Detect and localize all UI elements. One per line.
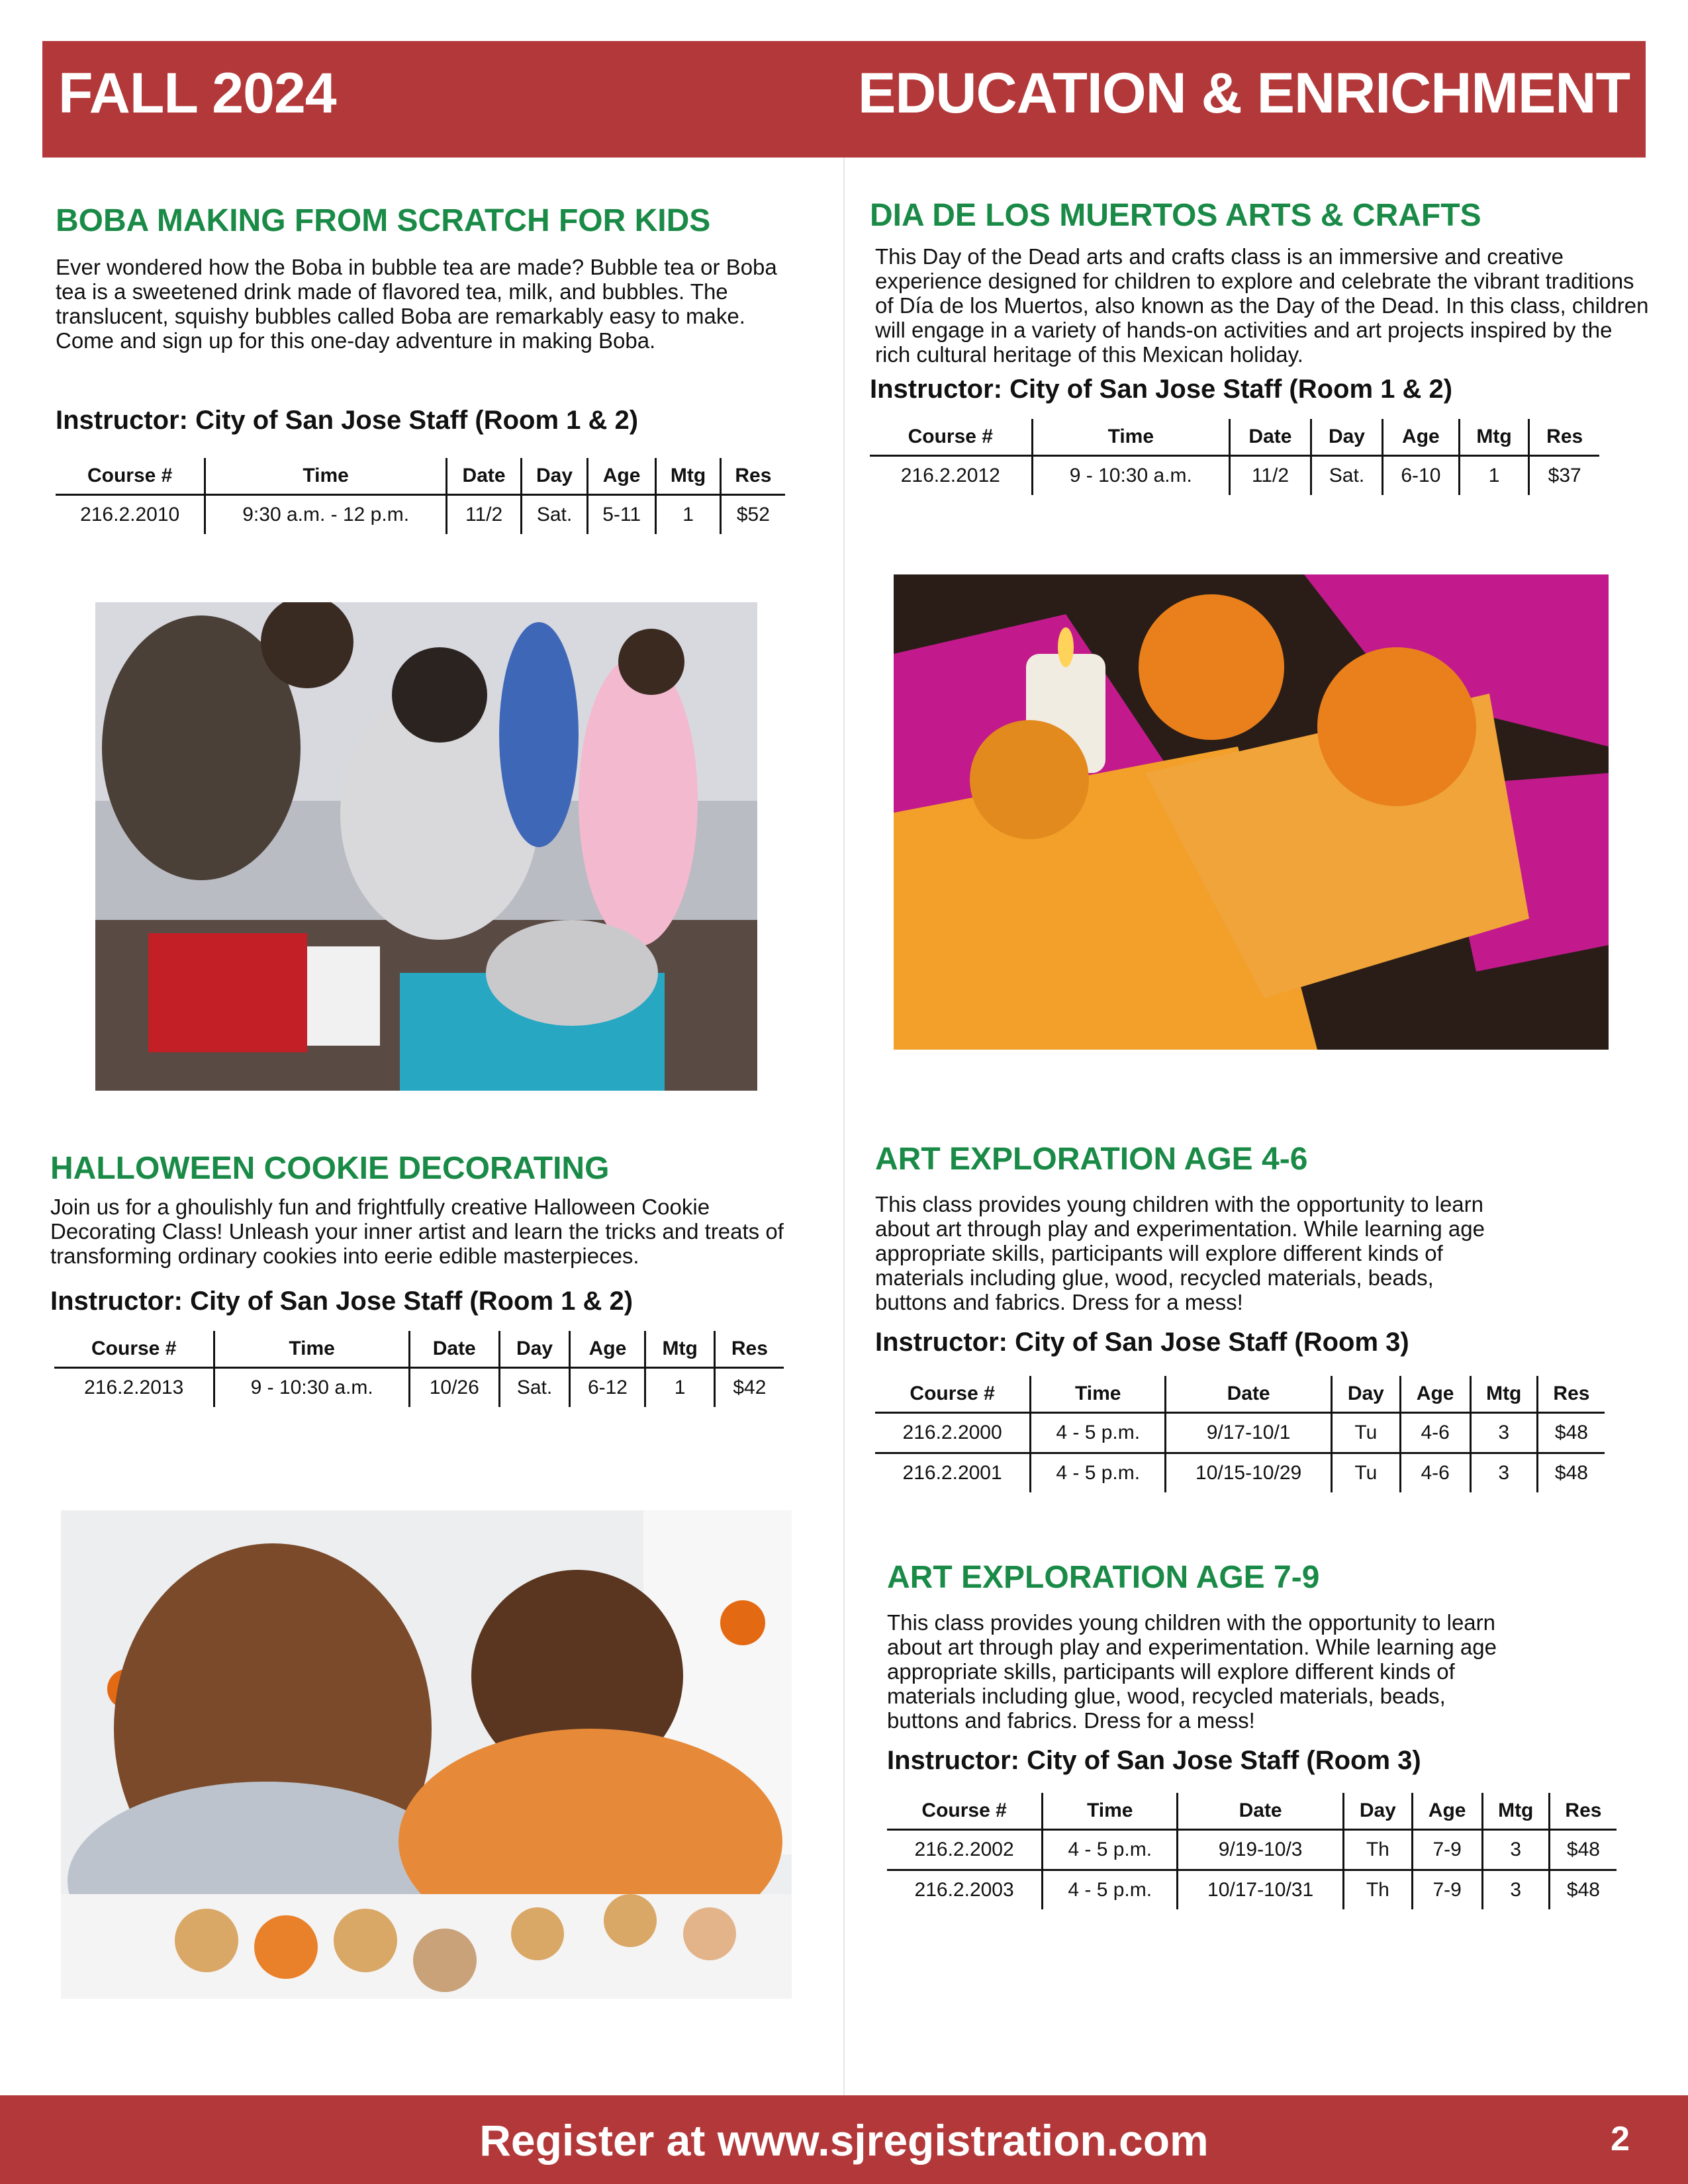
column-header: Age (1400, 1376, 1470, 1413)
table-cell: Sat. (499, 1367, 570, 1407)
register-link[interactable]: Register at www.sjregistration.com (479, 2116, 1209, 2165)
table-cell: 3 (1482, 1829, 1549, 1870)
page-number: 2 (1611, 2120, 1630, 2158)
section-description: Join us for a ghoulishly fun and frightfully creative Halloween Cookie Decorating Class! Unleash your inner artist and learn the tricks and treats of transforming ordinary cookies into eerie edible masterpieces. (50, 1194, 784, 1268)
table-cell: $42 (714, 1367, 784, 1407)
table-cell: 1 (1459, 455, 1529, 495)
column-header: Res (1529, 419, 1599, 456)
column-header: Day (1344, 1793, 1413, 1830)
table-cell: 5-11 (587, 494, 655, 534)
table-cell: 10/17-10/31 (1178, 1870, 1344, 1909)
table-cell: $52 (720, 494, 785, 534)
course-table (887, 1793, 1617, 1909)
dia-section (870, 199, 1651, 495)
table-cell: 3 (1470, 1412, 1537, 1453)
section-title: BOBA MAKING FROM SCRATCH FOR KIDS (56, 203, 711, 238)
table-cell: 216.2.2003 (887, 1870, 1043, 1909)
table-cell: 9/17-10/1 (1166, 1412, 1332, 1453)
column-header: Course # (875, 1376, 1031, 1413)
column-header: Time (1031, 1376, 1166, 1413)
column-header: Time (214, 1331, 409, 1368)
halloween-section (50, 1152, 798, 1407)
table-cell: $48 (1549, 1870, 1617, 1909)
table-cell: Th (1344, 1829, 1413, 1870)
section-description: This class provides young children with the opportunity to learn about art through play and experimentation. While learning age appropriate skills, participants will explore different kinds of materials including glue, wood, recycled materials, beads, buttons and fabrics. Dress for a mess! (875, 1191, 1485, 1314)
table-cell: 216.2.2000 (902, 1421, 1002, 1443)
table-cell: 7-9 (1412, 1829, 1482, 1870)
column-header: Date (446, 458, 521, 495)
category-title: EDUCATION & ENRICHMENT (857, 62, 1630, 125)
table-cell: 4 - 5 p.m. (1031, 1412, 1166, 1453)
column-header: Res (1537, 1376, 1605, 1413)
column-header: Date (409, 1331, 499, 1368)
table-cell: 1 (656, 494, 720, 534)
instructor-label: Instructor: City of San Jose Staff (Room 3) (887, 1745, 1421, 1775)
table-cell: 9/19-10/3 (1178, 1829, 1344, 1870)
table-row (54, 1367, 784, 1407)
course-table (54, 1331, 784, 1407)
column-divider (843, 158, 845, 2095)
table-cell: 4-6 (1400, 1412, 1470, 1453)
section-description: This Day of the Dead arts and crafts class is an immersive and creative experience designed for children to explore and celebrate the vibrant traditions of Día de los Muertos, also known as the Day of the Dead. In this class, children will engage in a variety of hands-on activities and art projects inspired by the rich cultural heritage of this Mexican holiday. (875, 244, 1649, 367)
course-table (875, 1376, 1605, 1492)
table-cell: 216.2.2013 (84, 1376, 184, 1398)
column-header: Day (1311, 419, 1382, 456)
table-cell: Tu (1332, 1453, 1401, 1492)
table-cell: Sat. (522, 494, 588, 534)
table-cell: 11/2 (1230, 455, 1311, 495)
table-cell: 4 - 5 p.m. (1043, 1829, 1178, 1870)
column-header: Time (1043, 1793, 1178, 1830)
table-cell: 216.2.2002 (914, 1838, 1014, 1860)
table-cell: 216.2.2010 (80, 503, 180, 525)
column-header: Date (1230, 419, 1311, 456)
section-title: DIA DE LOS MUERTOS ARTS & CRAFTS (870, 198, 1481, 233)
column-header: Age (570, 1331, 645, 1368)
table-row (887, 1829, 1617, 1870)
section-description: This class provides young children with the opportunity to learn about art through play and experimentation. While learning age appropriate skills, participants will explore different kinds of materials including glue, wood, recycled materials, beads, buttons and fabrics. Dress for a mess! (887, 1610, 1497, 1733)
table-row (887, 1870, 1617, 1909)
section-title: HALLOWEEN COOKIE DECORATING (50, 1151, 610, 1186)
column-header: Mtg (1459, 419, 1529, 456)
boba-section (56, 204, 790, 534)
table-cell: 11/2 (446, 494, 521, 534)
table-cell: 7-9 (1412, 1870, 1482, 1909)
table-cell: Tu (1332, 1412, 1401, 1453)
table-cell: 4 - 5 p.m. (1043, 1870, 1178, 1909)
art79-section (887, 1561, 1655, 1909)
column-header: Mtg (656, 458, 720, 495)
boba-photo (95, 602, 757, 1091)
column-header: Course # (56, 458, 205, 495)
column-header: Mtg (645, 1331, 714, 1368)
table-cell: 6-12 (570, 1367, 645, 1407)
table-cell: 4 - 5 p.m. (1031, 1453, 1166, 1492)
instructor-label: Instructor: City of San Jose Staff (Room 1 & 2) (870, 374, 1453, 404)
table-cell: Th (1344, 1870, 1413, 1909)
section-title: ART EXPLORATION AGE 4-6 (875, 1142, 1308, 1177)
table-cell: 9 - 10:30 a.m. (214, 1367, 409, 1407)
column-header: Time (1032, 419, 1229, 456)
column-header: Age (1412, 1793, 1482, 1830)
halloween-photo (61, 1510, 792, 1999)
course-table (870, 419, 1599, 495)
table-cell: 6-10 (1383, 455, 1460, 495)
column-header: Day (1332, 1376, 1401, 1413)
column-header: Mtg (1470, 1376, 1537, 1413)
table-cell: Sat. (1311, 455, 1382, 495)
page-header (42, 41, 1646, 158)
table-cell: $37 (1529, 455, 1599, 495)
table-cell: 1 (645, 1367, 714, 1407)
column-header: Course # (887, 1793, 1043, 1830)
table-cell: $48 (1537, 1453, 1605, 1492)
column-header: Day (499, 1331, 570, 1368)
table-cell: 10/15-10/29 (1166, 1453, 1332, 1492)
column-header: Res (720, 458, 785, 495)
column-header: Age (1383, 419, 1460, 456)
table-cell: 216.2.2012 (900, 464, 1000, 486)
column-header: Res (714, 1331, 784, 1368)
dia-photo (894, 574, 1609, 1050)
instructor-label: Instructor: City of San Jose Staff (Room 3) (875, 1327, 1409, 1357)
course-table (56, 458, 785, 534)
table-cell: 216.2.2001 (875, 1453, 1031, 1492)
table-row (875, 1412, 1605, 1453)
table-cell: 3 (1470, 1453, 1537, 1492)
section-title: ART EXPLORATION AGE 7-9 (887, 1560, 1320, 1595)
table-cell: 9:30 a.m. - 12 p.m. (205, 494, 447, 534)
table-cell: $48 (1537, 1412, 1605, 1453)
column-header: Time (205, 458, 447, 495)
art46-section (875, 1142, 1656, 1492)
column-header: Course # (870, 419, 1032, 456)
table-cell: $48 (1549, 1829, 1617, 1870)
season-title: FALL 2024 (58, 62, 336, 125)
column-header: Res (1549, 1793, 1617, 1830)
table-cell: 10/26 (409, 1367, 499, 1407)
page-footer (0, 2095, 1688, 2184)
column-header: Age (587, 458, 655, 495)
column-header: Course # (54, 1331, 214, 1368)
table-cell: 4-6 (1400, 1453, 1470, 1492)
table-cell: 9 - 10:30 a.m. (1032, 455, 1229, 495)
column-header: Date (1178, 1793, 1344, 1830)
column-header: Day (522, 458, 588, 495)
column-header: Mtg (1482, 1793, 1549, 1830)
table-cell: 3 (1482, 1870, 1549, 1909)
column-header: Date (1166, 1376, 1332, 1413)
instructor-label: Instructor: City of San Jose Staff (Room 1 & 2) (50, 1286, 633, 1316)
table-row (870, 455, 1599, 495)
section-description: Ever wondered how the Boba in bubble tea are made? Bubble tea or Boba tea is a sweetened drink made of flavored tea, milk, and bubbles. The translucent, squishy bubbles called Boba are remarkably easy to make. Come and sign up for this one-day adventure in making Boba. (56, 254, 777, 353)
table-row (875, 1453, 1605, 1492)
table-row (56, 494, 785, 534)
instructor-label: Instructor: City of San Jose Staff (Room 1 & 2) (56, 405, 639, 435)
